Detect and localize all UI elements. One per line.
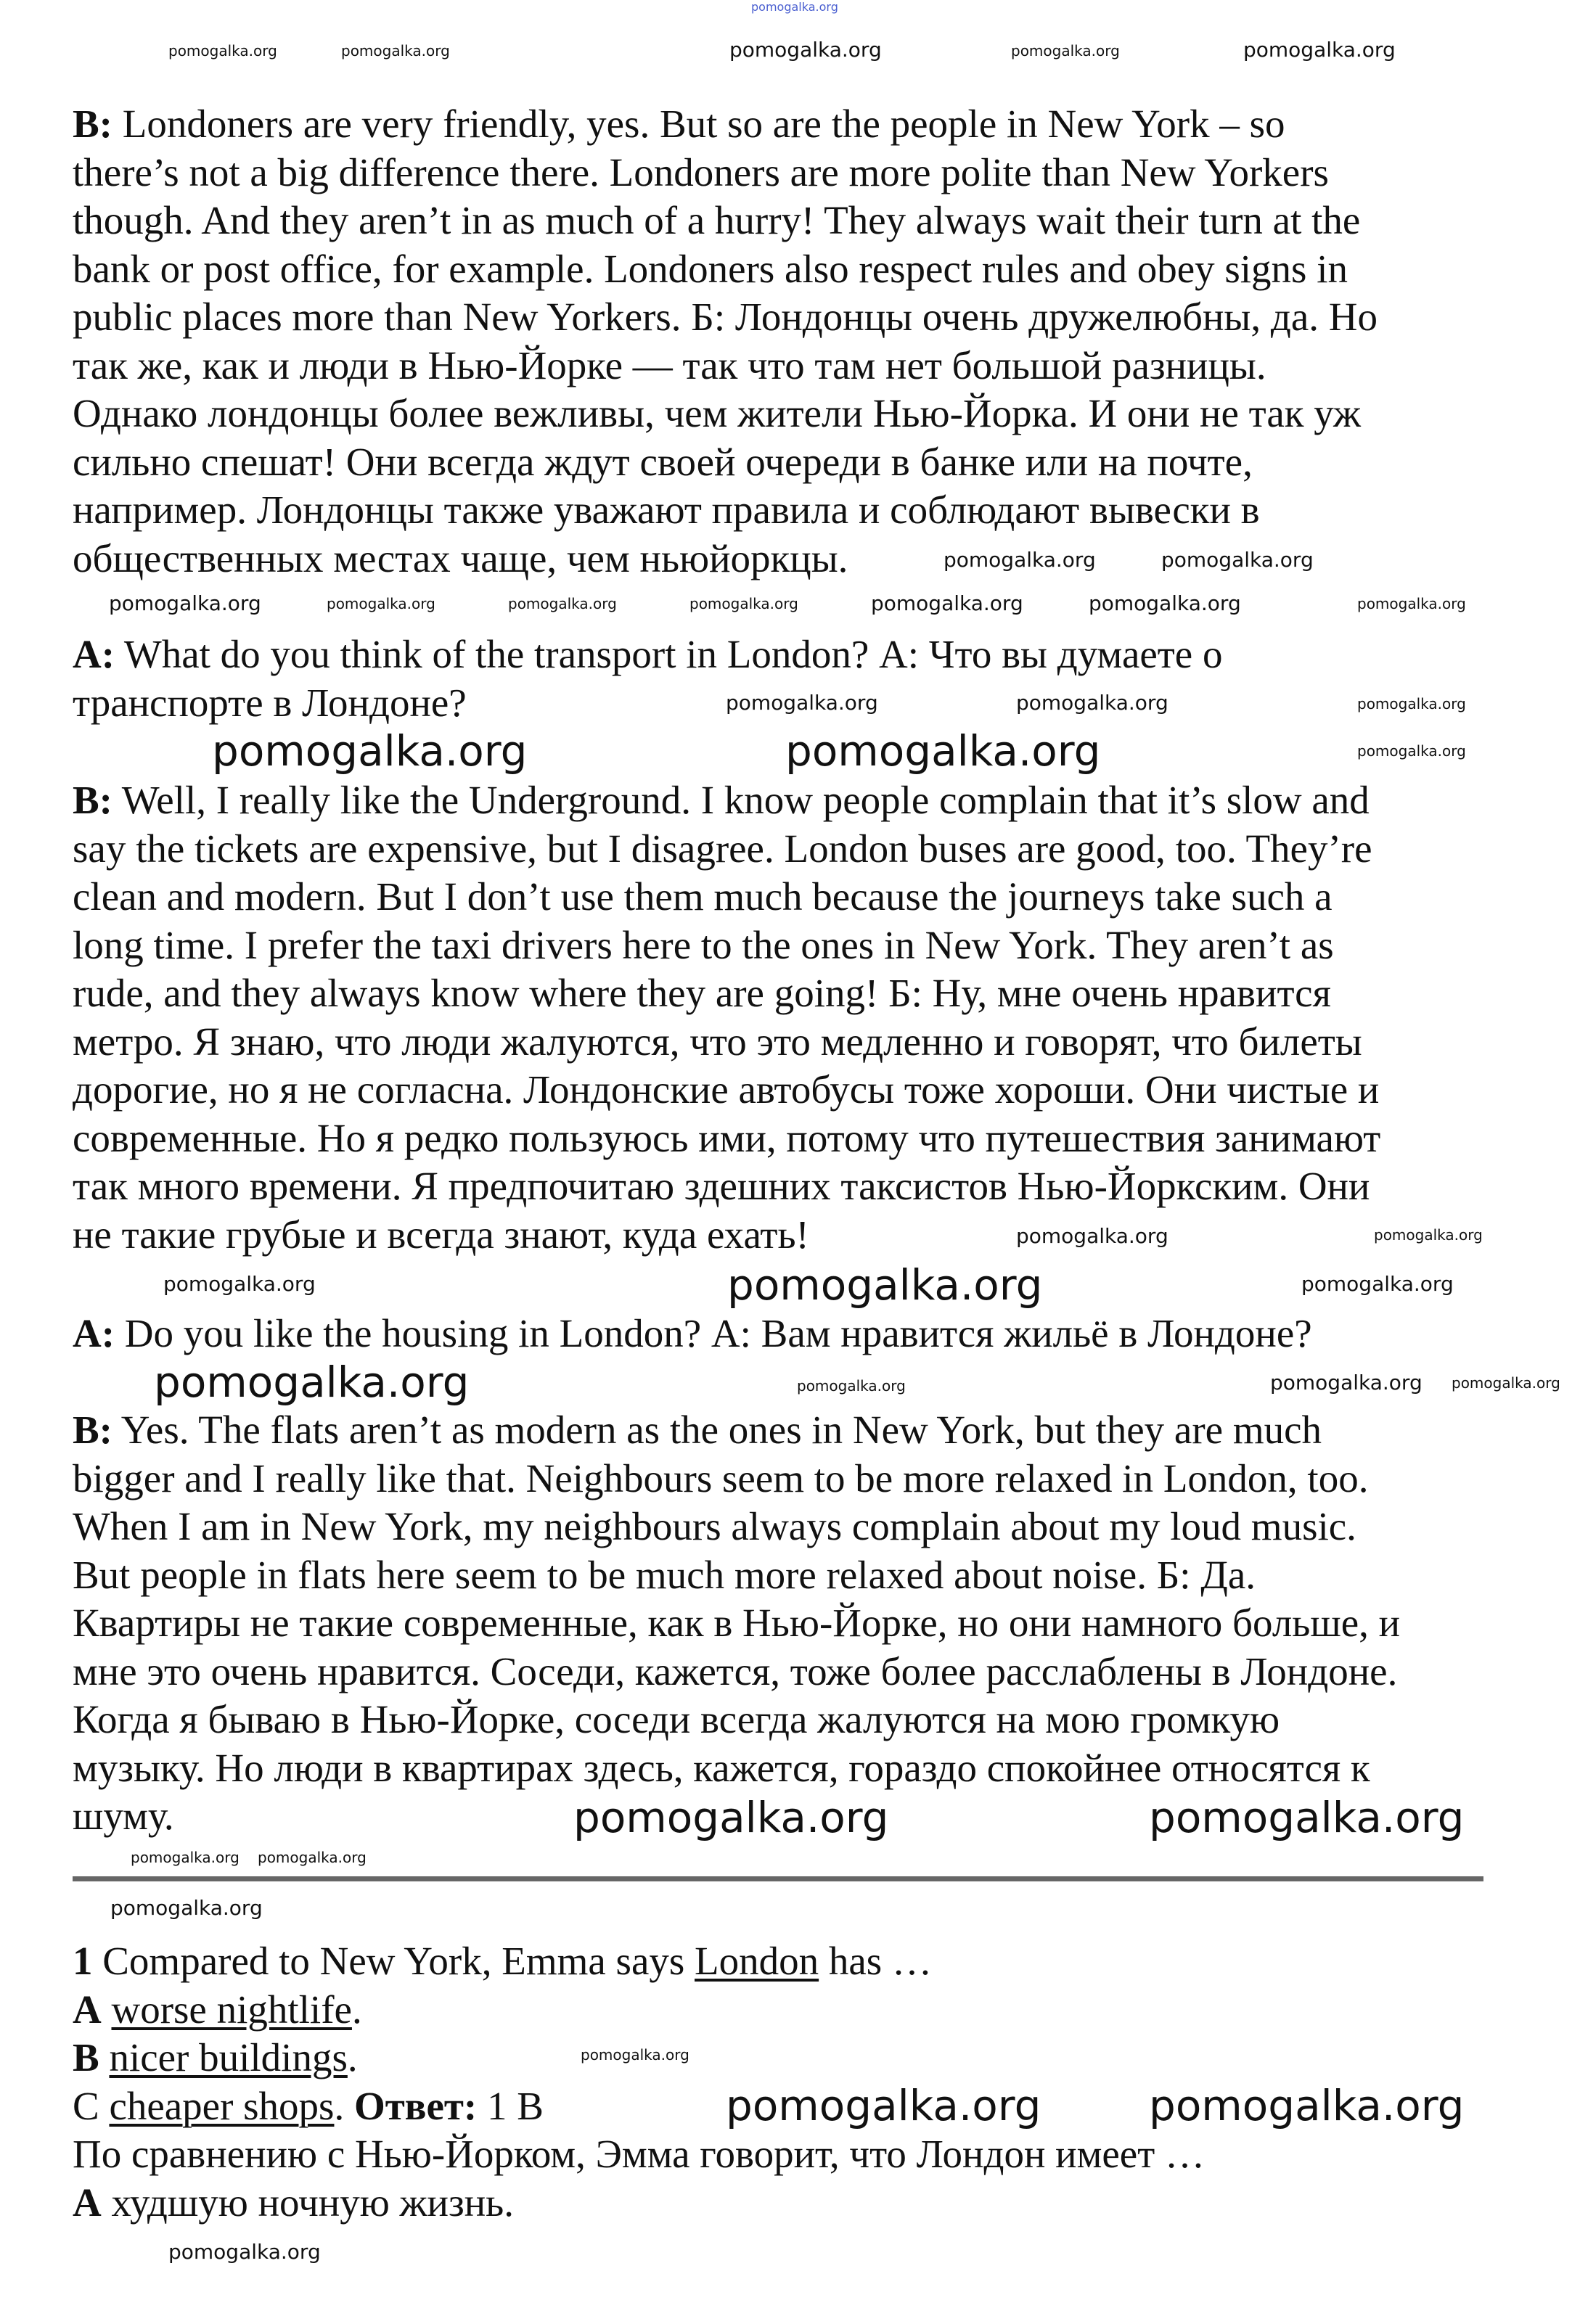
watermark: pomogalka.org: [508, 595, 617, 612]
watermark: pomogalka.org: [1149, 2081, 1465, 2130]
watermark: pomogalka.org: [689, 595, 798, 612]
text-line: Однако лондонцы более вежливы, чем жители Нью-Йорка. И они не так уж: [73, 391, 1361, 435]
watermark: pomogalka.org: [1011, 42, 1120, 59]
text-line: say the tickets are expensive, but I disagree. London buses are good, too. They’re: [73, 826, 1372, 871]
watermark: pomogalka.org: [729, 38, 882, 62]
question-stem: Compared to New York, Emma says: [102, 1939, 685, 1983]
speaker: B:: [73, 778, 112, 822]
text-line: современные. Но я редко пользуюсь ими, потому что путешествия занимают: [73, 1115, 1381, 1160]
watermark: pomogalka.org: [163, 1272, 316, 1296]
watermark: pomogalka.org: [1270, 1371, 1423, 1395]
text-line: например. Лондонцы также уважают правила и соблюдают вывески в: [73, 488, 1260, 532]
watermark: pomogalka.org: [1374, 1226, 1483, 1244]
text-line: Do you like the housing in London? А: Вам нравится жильё в Лондоне?: [124, 1311, 1312, 1355]
text-line: When I am in New York, my neighbours always complain about my loud music.: [73, 1504, 1356, 1548]
watermark: pomogalka.org: [212, 726, 528, 776]
question-translation: По сравнению с Нью-Йорком, Эмма говорит, что Лондон имеет …: [73, 2132, 1206, 2176]
watermark: pomogalka.org: [573, 1793, 889, 1842]
watermark: pomogalka.org: [1161, 548, 1314, 572]
watermark: pomogalka.org: [797, 1377, 906, 1395]
text-line: public places more than New Yorkers. Б: Лондонцы очень дружелюбны, да. Но: [73, 295, 1378, 339]
watermark: pomogalka.org: [154, 1358, 470, 1407]
text-line: сильно спешат! Они всегда ждут своей очереди в банке или на почте,: [73, 439, 1253, 484]
text-line: метро. Я знаю, что люди жалуются, что это медленно и говорят, что билеты: [73, 1019, 1362, 1064]
divider: [73, 1876, 1483, 1881]
watermark: pomogalka.org: [1452, 1374, 1560, 1392]
watermark: pomogalka.org: [944, 548, 1096, 572]
text-line: не такие грубые и всегда знают, куда ехать!: [73, 1212, 809, 1257]
speaker: A:: [73, 632, 115, 676]
paragraph-b-2: [73, 776, 1510, 1259]
text-line: But people in flats here seem to be much more relaxed about noise. Б: Да.: [73, 1552, 1256, 1597]
text-line: так же, как и люди в Нью-Йорке — так что там нет большой разницы.: [73, 342, 1266, 387]
watermark: pomogalka.org: [726, 691, 878, 715]
watermark: pomogalka.org: [1357, 595, 1466, 612]
watermark: pomogalka.org: [726, 2081, 1041, 2130]
text-line: шуму.: [73, 1794, 174, 1838]
text-line: clean and modern. But I don’t use them much because the journeys take such a: [73, 874, 1333, 919]
text-line: Квартиры не такие современные, как в Нью-Йорке, но они намного больше, и: [73, 1601, 1401, 1645]
watermark: pomogalka.org: [1301, 1272, 1454, 1296]
header-watermark: pomogalka.org: [751, 0, 838, 14]
text-line: дорогие, но я не согласна. Лондонские автобусы тоже хороши. Они чистые и: [73, 1067, 1380, 1112]
watermark: pomogalka.org: [1016, 1224, 1168, 1248]
watermark: pomogalka.org: [581, 2046, 689, 2064]
question-stem-end: has …: [828, 1939, 932, 1983]
watermark: pomogalka.org: [1089, 591, 1241, 615]
answer-label: Ответ:: [353, 2083, 478, 2128]
text-line: bank or post office, for example. Londoners also respect rules and obey signs in: [73, 246, 1348, 291]
paragraph-a-2: [73, 1310, 1510, 1358]
watermark: pomogalka.org: [258, 1849, 367, 1866]
option-c: C cheaper shops. Ответ: 1 B: [73, 2083, 544, 2128]
watermark: pomogalka.org: [785, 726, 1101, 776]
watermark: pomogalka.org: [341, 42, 450, 59]
option-b: B nicer buildings.: [73, 2035, 358, 2079]
watermark: pomogalka.org: [168, 2240, 321, 2264]
paragraph-b-1: [73, 100, 1510, 583]
text-line: транспорте в Лондоне?: [73, 680, 467, 725]
watermark: pomogalka.org: [131, 1849, 240, 1866]
watermark: pomogalka.org: [727, 1260, 1043, 1310]
text-line: bigger and I really like that. Neighbours seem to be more relaxed in London, too.: [73, 1455, 1369, 1500]
text-line: What do you think of the transport in London? А: Что вы думаете о: [123, 632, 1223, 676]
speaker: B:: [73, 102, 112, 146]
text-line: long time. I prefer the taxi drivers here to the ones in New York. They aren’t as: [73, 922, 1334, 967]
watermark: pomogalka.org: [109, 591, 261, 615]
watermark: pomogalka.org: [168, 42, 277, 59]
text-line: though. And they aren’t in as much of a hurry! They always wait their turn at the: [73, 198, 1361, 242]
text-line: Well, I really like the Underground. I know people complain that it’s slow and: [121, 778, 1370, 822]
watermark: pomogalka.org: [1357, 695, 1466, 713]
text-line: так много времени. Я предпочитаю здешних таксистов Нью-Йоркским. Они: [73, 1164, 1370, 1208]
speaker: A:: [73, 1311, 115, 1355]
option-a: A worse nightlife.: [73, 1987, 362, 2032]
translation-option-a: A худшую ночную жизнь.: [73, 2180, 514, 2225]
text-line: Yes. The flats aren’t as modern as the ones in New York, but they are much: [120, 1408, 1322, 1452]
watermark: pomogalka.org: [871, 591, 1023, 615]
text-line: there’s not a big difference there. Londoners are more polite than New Yorkers: [73, 149, 1329, 194]
answer-value: 1 B: [486, 2083, 544, 2128]
text-line: Londoners are very friendly, yes. But so are the people in New York – so: [122, 102, 1285, 146]
text-line: музыку. Но люди в квартирах здесь, кажется, гораздо спокойнее относятся к: [73, 1745, 1370, 1790]
speaker: B:: [73, 1408, 112, 1452]
text-line: общественных местах чаще, чем ньюйоркцы.: [73, 535, 848, 580]
question-number: 1: [73, 1939, 93, 1983]
watermark: pomogalka.org: [327, 595, 435, 612]
text-line: мне это очень нравится. Соседи, кажется, тоже более расслаблены в Лондоне.: [73, 1648, 1398, 1693]
watermark: pomogalka.org: [1243, 38, 1396, 62]
text-line: Когда я бываю в Нью-Йорке, соседи всегда жалуются на мою громкую: [73, 1697, 1280, 1741]
watermark: pomogalka.org: [110, 1896, 263, 1920]
watermark: pomogalka.org: [1357, 742, 1466, 760]
paragraph-b-3: [73, 1406, 1510, 1841]
text-line: rude, and they always know where they are going! Б: Ну, мне очень нравится: [73, 971, 1331, 1015]
watermark: pomogalka.org: [1149, 1793, 1465, 1842]
question-keyword: London: [695, 1939, 819, 1983]
watermark: pomogalka.org: [1016, 691, 1168, 715]
